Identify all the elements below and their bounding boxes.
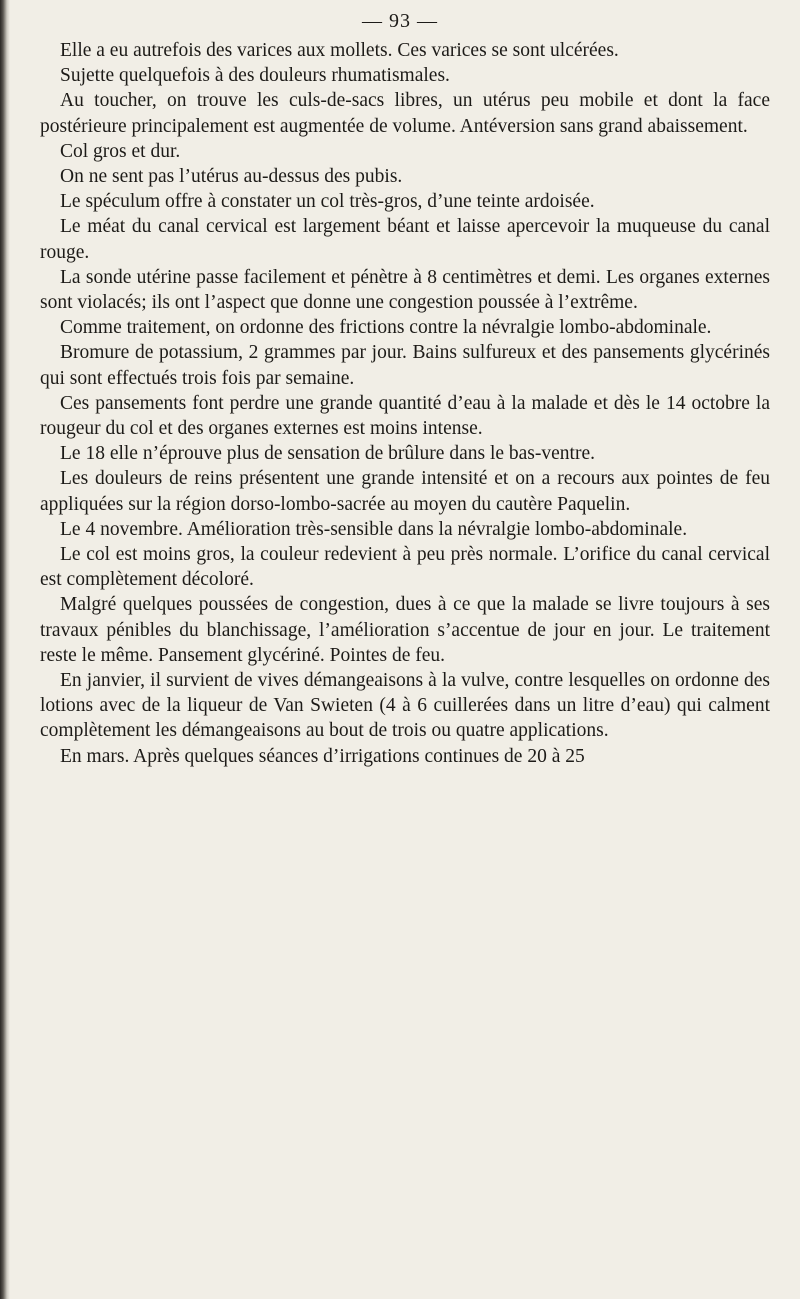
paragraph: Comme traitement, on ordonne des frictions contre la névralgie lombo-abdominale. bbox=[60, 317, 712, 339]
paragraph: Au toucher, on trouve les culs-de-sacs libres, un utérus peu mobile et dont la face postérieure principalement est augmentée de volume. Antéversion sans grand abaissement. bbox=[40, 90, 770, 137]
paragraph: Le col est moins gros, la couleur redevient à peu près normale. L’orifice du canal cervical est complètement décoloré. bbox=[40, 544, 770, 591]
paragraph: Elle a eu autrefois des varices aux mollets. Ces varices se sont ulcérées. bbox=[60, 40, 619, 61]
page-binding-edge bbox=[0, 0, 10, 1299]
paragraph: Bromure de potassium, 2 grammes par jour. Bains sulfureux et des pansements glycérinés qui sont effectués trois fois par semaine. bbox=[40, 342, 770, 389]
paragraph: En mars. Après quelques séances d’irrigations continues de 20 à 25 bbox=[60, 745, 585, 767]
paragraph: La sonde utérine passe facilement et pénètre à 8 centimètres et demi. Les organes externes sont violacés; ils ont l’aspect que donne une congestion poussée à l’extrême. bbox=[40, 266, 770, 314]
paragraph: Col gros et dur. bbox=[60, 140, 181, 162]
paragraph: Le 18 elle n’éprouve plus de sensation de brûlure dans le bas-ventre. bbox=[60, 443, 595, 465]
paragraph: Sujette quelquefois à des douleurs rhumatismales. bbox=[60, 65, 450, 87]
paragraph: On ne sent pas l’utérus au-dessus des pubis. bbox=[60, 166, 403, 188]
paragraph: Ces pansements font perdre une grande quantité d’eau à la malade et dès le 14 octobre la rougeur du col et des organes externes est moins intense. bbox=[40, 392, 770, 440]
page-number: — 93 — bbox=[362, 10, 438, 32]
paragraph: Les douleurs de reins présentent une grande intensité et on a recours aux pointes de feu appliquées sur la région dorso-lombo-sacrée au moyen du cautère Paquelin. bbox=[40, 468, 770, 515]
paragraph: En janvier, il survient de vives démangeaisons à la vulve, contre lesquelles on ordonne des lotions avec de la liqueur de Van Swieten (4 à 6 cuillerées dans un litre d’eau) qui calment complètement les démangeaisons au bout de trois ou quatre applications. bbox=[40, 670, 770, 742]
paragraph: Malgré quelques poussées de congestion, dues à ce que la malade se livre toujours à ses travaux pénibles du blanchissage, l’amélioration s’accentue de jour en jour. Le traitement reste le même. Pansement glycériné. Pointes de feu. bbox=[40, 594, 770, 666]
paragraph: Le 4 novembre. Amélioration très-sensible dans la névralgie lombo-abdominale. bbox=[60, 518, 688, 540]
paragraph: Le spéculum offre à constater un col très-gros, d’une teinte ardoisée. bbox=[60, 191, 595, 213]
body-text bbox=[40, 38, 770, 769]
paragraph: Le méat du canal cervical est largement béant et laisse apercevoir la muqueuse du canal rouge. bbox=[40, 216, 770, 263]
